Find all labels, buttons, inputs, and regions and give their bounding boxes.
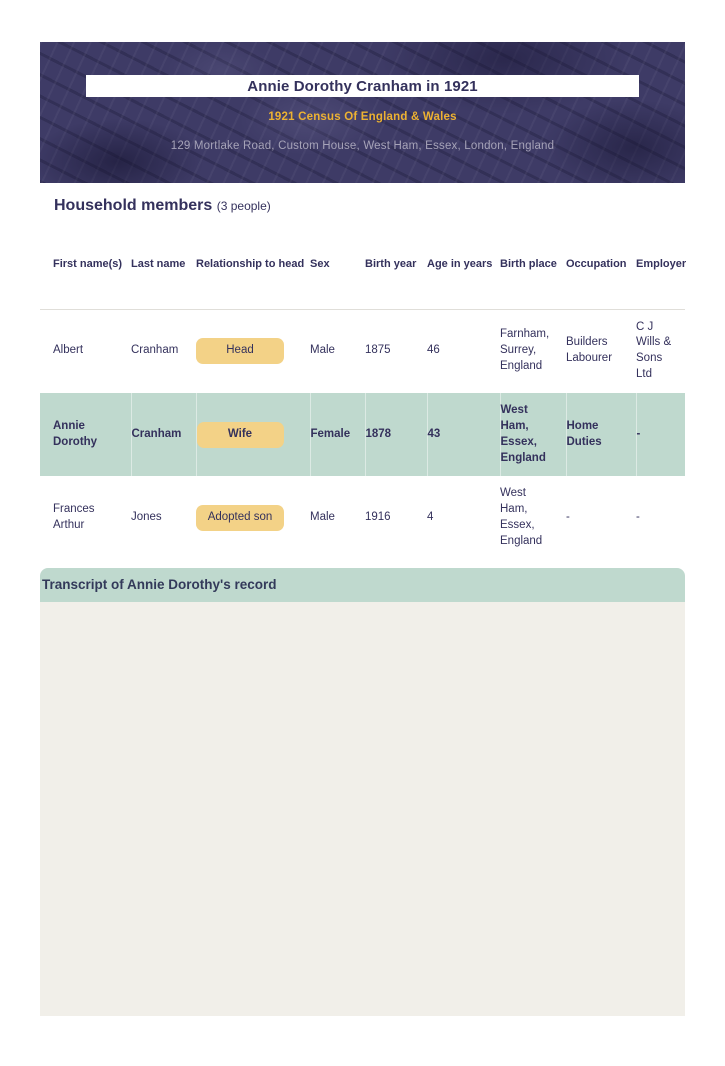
relationship-badge: Adopted son	[196, 505, 284, 531]
column-header-sex: Sex	[310, 229, 365, 309]
cell-birth-place: West Ham, Essex, England	[500, 487, 543, 547]
cell-sex: Female	[310, 393, 365, 476]
cell-relationship	[196, 393, 310, 476]
household-members-heading	[40, 195, 685, 217]
record-address: 129 Mortlake Road, Custom House, West Ham, Essex, London, England	[170, 140, 555, 152]
cell-age: 4	[427, 511, 434, 524]
member-row-annie-dorothy-cranham-selected[interactable]	[40, 393, 685, 476]
table-header-row	[40, 229, 685, 309]
relationship-badge: Wife	[197, 422, 284, 448]
cell-birth-year: 1875	[365, 344, 391, 357]
relationship-badge: Head	[196, 338, 284, 364]
cell-first-names: Albert	[53, 344, 84, 357]
cell-birth-place: West Ham, Essex, England	[500, 393, 566, 476]
column-header-occupation: Occupation	[566, 229, 636, 309]
cell-last-name: Cranham	[131, 393, 196, 476]
page-title-bar	[86, 75, 639, 97]
cell-occupation: Builders Labourer	[566, 336, 613, 365]
cell-birth-year: 1916	[365, 511, 391, 524]
transcript-section-title: Transcript of Annie Dorothy's record	[42, 577, 277, 593]
collection-name: 1921 Census Of England & Wales	[268, 111, 457, 123]
household-members-title: Household members	[54, 197, 213, 214]
record-hero-banner	[40, 42, 685, 183]
cell-relationship	[196, 309, 310, 393]
cell-last-name: Jones	[131, 511, 162, 524]
column-header-employer: Employer	[636, 229, 685, 309]
cell-sex: Male	[310, 511, 335, 524]
cell-employer: C J Wills & Sons Ltd	[636, 320, 672, 381]
household-members-count: (3 people)	[216, 199, 271, 213]
cell-occupation: Home Duties	[566, 393, 636, 476]
column-header-birth-place: Birth place	[500, 229, 566, 309]
cell-first-names: Frances Arthur	[53, 503, 95, 532]
record-page	[0, 42, 725, 1066]
transcript-panel	[40, 602, 685, 1016]
cell-relationship	[196, 476, 310, 559]
cell-birth-year: 1878	[365, 393, 427, 476]
cell-occupation: -	[566, 511, 570, 524]
household-members-table	[40, 229, 685, 560]
page-title: Annie Dorothy Cranham in 1921	[247, 77, 478, 95]
column-header-birth-year: Birth year	[365, 229, 427, 309]
record-content	[40, 42, 685, 1016]
column-header-first-names: First name(s)	[40, 229, 131, 309]
cell-last-name: Cranham	[131, 344, 179, 357]
cell-first-names: Annie Dorothy	[53, 419, 98, 448]
member-row-albert-cranham[interactable]	[40, 309, 685, 393]
cell-employer: -	[636, 393, 685, 476]
member-row-frances-arthur-jones[interactable]	[40, 476, 685, 559]
cell-sex: Male	[310, 344, 335, 357]
cell-employer: -	[636, 511, 640, 524]
transcript-section-header	[40, 568, 685, 602]
column-header-last-name: Last name	[131, 229, 196, 309]
column-header-age: Age in years	[427, 229, 500, 309]
cell-age: 43	[427, 393, 500, 476]
cell-age: 46	[427, 344, 440, 357]
column-header-relationship: Relationship to head	[196, 229, 310, 309]
cell-birth-place: Farnham, Surrey, England	[500, 328, 550, 373]
